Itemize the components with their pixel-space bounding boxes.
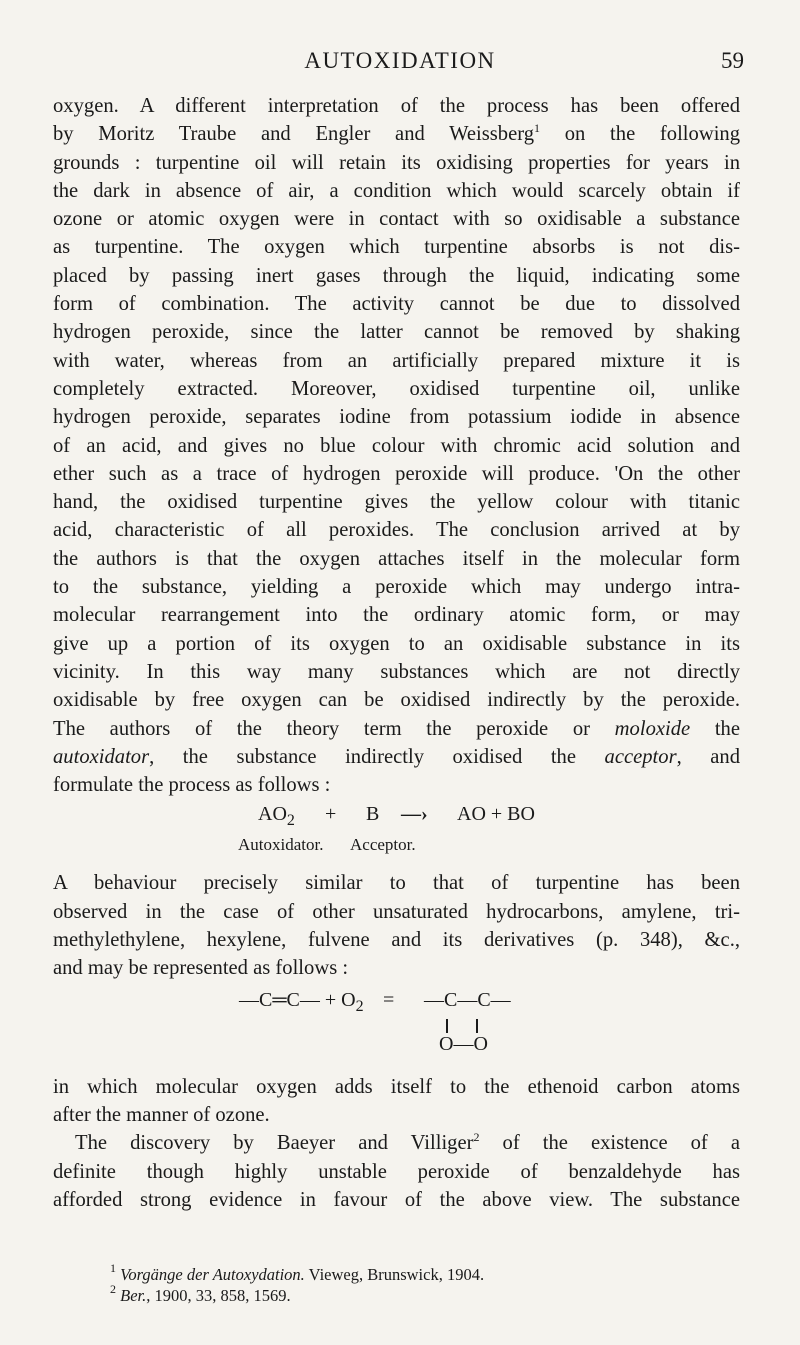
text-line: placed by passing inert gases through the liquid, indicating some <box>53 264 740 287</box>
text-line: to the substance, yielding a peroxide which may undergo intra- <box>53 576 740 599</box>
caption-acceptor: Acceptor. <box>350 835 416 855</box>
paragraph-2 <box>53 869 740 982</box>
paragraph-3 <box>53 1073 740 1130</box>
text-line: formulate the process as follows : <box>53 774 331 797</box>
text-segment: the <box>690 717 740 740</box>
footnote-mark: 2 <box>110 1282 116 1296</box>
text-segment: The authors of the theory term the peroxide or <box>53 717 590 740</box>
equation-autoxidation <box>53 803 740 861</box>
italic-term: moloxide <box>614 717 691 740</box>
footnote-ref: 1 <box>534 121 541 136</box>
text-line: the dark in absence of air, a condition which would scarcely obtain if <box>53 179 740 202</box>
eq-plus: + <box>325 803 337 826</box>
eq-subscript: 2 <box>355 997 364 1015</box>
text-line: form of combination. The activity cannot be due to dissolved <box>53 293 740 316</box>
running-head <box>0 44 800 84</box>
text-line: as turpentine. The oxygen which turpentine absorbs is not dis- <box>53 236 740 259</box>
text-line: hydrogen peroxide, separates iodine from potassium iodide in absence <box>53 406 740 429</box>
text-line <box>53 743 740 771</box>
text-line: grounds : turpentine oil will retain its oxidising properties for years in <box>53 151 740 174</box>
text-line: oxidisable by free oxygen can be oxidised indirectly by the peroxide. <box>53 689 740 712</box>
text-segment: , the substance indirectly oxidised the <box>149 745 605 768</box>
page-number: 59 <box>721 48 744 73</box>
text-line: hydrogen peroxide, since the latter cannot be removed by shaking <box>53 321 740 344</box>
footnote-ref: 2 <box>473 1130 480 1145</box>
text-line: afforded strong evidence in favour of the above view. The substance <box>53 1188 740 1211</box>
text-segment: of the existence of a <box>479 1132 740 1155</box>
footnote-mark: 1 <box>110 1261 116 1275</box>
caption-autoxidator: Autoxidator. <box>238 835 324 855</box>
eq-b: B <box>366 803 380 826</box>
running-title: AUTOXIDATION <box>304 48 496 73</box>
text-line: with water, whereas from an artificially prepared mixture it is <box>53 349 740 372</box>
text-segment: on the following <box>540 123 741 146</box>
eq2-equals: = <box>383 988 395 1011</box>
text-line: give up a portion of its oxygen to an oxidisable substance in its <box>53 632 740 655</box>
eq-ao2 <box>258 803 295 830</box>
text-line: definite though highly unstable peroxide of benzaldehyde has <box>53 1160 740 1183</box>
eq-rhs: AO + BO <box>457 803 535 826</box>
text-segment: by Moritz Traube and Engler and Weissberg <box>53 123 535 146</box>
text-line <box>53 1129 740 1157</box>
eq2-rhs: —C—C— <box>424 988 511 1011</box>
text-line: vicinity. In this way many substances which are not directly <box>53 660 740 683</box>
eq2-bottom: O—O <box>439 1032 488 1055</box>
text-line: methylethylene, hexylene, fulvene and its derivatives (p. 348), &c., <box>53 929 740 952</box>
equation-ethenoid <box>53 983 740 1073</box>
eq-text: —C═C— + O <box>239 988 356 1011</box>
text-line: completely extracted. Moreover, oxidised turpentine oil, unlike <box>53 377 740 400</box>
footnote <box>110 1261 485 1285</box>
eq-subscript: 2 <box>286 812 295 830</box>
text-segment: , and <box>676 745 741 768</box>
equation-caption <box>53 831 740 861</box>
body-text <box>53 92 740 1214</box>
bond-line <box>446 1019 448 1033</box>
text-line: molecular rearrangement into the ordinary atomic form, or may <box>53 604 740 627</box>
text-line: oxygen. A different interpretation of the process has been offered <box>53 95 740 117</box>
text-line: and may be represented as follows : <box>53 957 349 980</box>
footnote <box>110 1282 484 1306</box>
italic-term: autoxidator <box>53 745 150 768</box>
eq2-lhs <box>239 989 364 1016</box>
bond-line <box>476 1019 478 1033</box>
paragraph-4 <box>53 1129 740 1214</box>
text-line: ether such as a trace of hydrogen peroxide will produce. 'On the other <box>53 462 740 485</box>
footnote-title: Vorgänge der Autoxydation. <box>120 1265 305 1284</box>
footnote-title: Ber. <box>120 1286 147 1305</box>
italic-term: acceptor <box>604 745 677 768</box>
text-line: hand, the oxidised turpentine gives the yellow colour with titanic <box>53 491 740 514</box>
text-line: of an acid, and gives no blue colour with chromic acid solution and <box>53 434 740 457</box>
text-line: A behaviour precisely similar to that of turpentine has been <box>53 872 740 895</box>
footnote-text: Vieweg, Brunswick, 1904. <box>304 1265 485 1284</box>
eq-arrow: —› <box>401 803 428 826</box>
text-line <box>53 715 740 743</box>
equation-line <box>53 803 740 831</box>
text-line: ozone or atomic oxygen were in contact with so oxidisable a substance <box>53 208 740 231</box>
text-line: after the manner of ozone. <box>53 1103 270 1126</box>
text-line: observed in the case of other unsaturated hydrocarbons, amylene, tri- <box>53 900 740 923</box>
text-segment: The discovery by Baeyer and Villiger <box>75 1132 474 1155</box>
eq-text: AO <box>258 803 287 826</box>
text-line: acid, characteristic of all peroxides. The conclusion arrived at by <box>53 519 740 542</box>
footnote-text: , 1900, 33, 858, 1569. <box>146 1286 291 1305</box>
footnotes <box>110 1261 485 1306</box>
text-line: the authors is that the oxygen attaches itself in the molecular form <box>53 547 740 570</box>
paragraph-1 <box>53 92 740 799</box>
text-line <box>53 120 740 148</box>
text-line: in which molecular oxygen adds itself to the ethenoid carbon atoms <box>53 1075 740 1098</box>
